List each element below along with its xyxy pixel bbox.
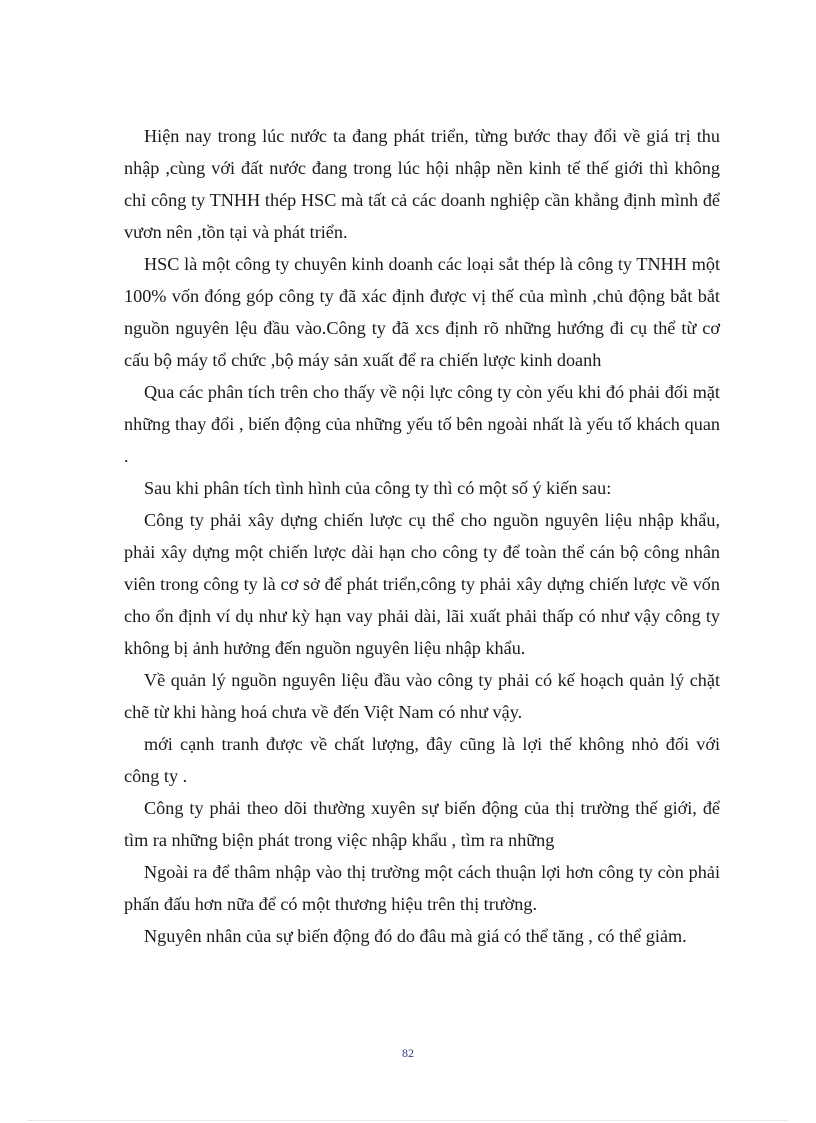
paragraph: Sau khi phân tích tình hình của công ty thì có một số ý kiến sau:	[144, 478, 612, 498]
paragraph: Qua các phân tích trên cho thấy về nội lực công ty còn yếu khi đó phải đối mặt những thay đổi , biến động của những yếu tố bên ngoài nhất là yếu tố khách quan .	[124, 382, 720, 466]
paragraph: Ngoài ra để thâm nhập vào thị trường một cách thuận lợi hơn công ty còn phải phấn đấu hơn nữa để có một thương hiệu trên thị trường.	[124, 862, 720, 914]
footer-divider	[28, 1120, 788, 1121]
paragraph: Hiện nay trong lúc nước ta đang phát triển, từng bước thay đổi về giá trị thu nhập ,cùng với đất nước đang trong lúc hội nhập nền kinh tế thế giới thì không chỉ công ty TNHH thép HSC mà tất cả các doanh nghiệp cần khẳng định mình để vươn nên ,tồn tại và phát triển.	[124, 126, 720, 242]
paragraph: Công ty phải theo dõi thường xuyên sự biến động của thị trường thế giới, để tìm ra những biện phát trong việc nhập khẩu , tìm ra những	[124, 798, 720, 850]
body-text	[124, 120, 720, 952]
paragraph: Công ty phải xây dựng chiến lược cụ thể cho nguồn nguyên liệu nhập khẩu, phải xây dựng một chiến lược dài hạn cho công ty để toàn thể cán bộ công nhân viên trong công ty là cơ sở để phát triển,công ty phải xây dựng chiến lược về vốn cho ổn định ví dụ như kỳ hạn vay phải dài, lãi xuất phải thấp có như vậy công ty không bị ảnh hưởng đến nguồn nguyên liệu nhập khẩu.	[124, 510, 720, 658]
paragraph: Về quản lý nguồn nguyên liệu đầu vào công ty phải có kế hoạch quản lý chặt chẽ từ khi hàng hoá chưa về đến Việt Nam có như vậy.	[124, 670, 720, 722]
page-number: 82	[402, 1046, 414, 1060]
paragraph: Nguyên nhân của sự biến động đó do đâu mà giá có thể tăng , có thể giảm.	[144, 926, 687, 946]
paragraph: HSC là một công ty chuyên kinh doanh các loại sắt thép là công ty TNHH một 100% vốn đóng góp công ty đã xác định được vị thế của mình ,chủ động bắt bắt nguồn nguyên lệu đầu vào.Công ty đã xcs định rõ những hướng đi cụ thể từ cơ cấu bộ máy tổ chức ,bộ máy sản xuất để ra chiến lược kinh doanh	[124, 254, 720, 370]
paragraph: mới cạnh tranh được về chất lượng, đây cũng là lợi thế không nhỏ đối với công ty .	[124, 734, 720, 786]
